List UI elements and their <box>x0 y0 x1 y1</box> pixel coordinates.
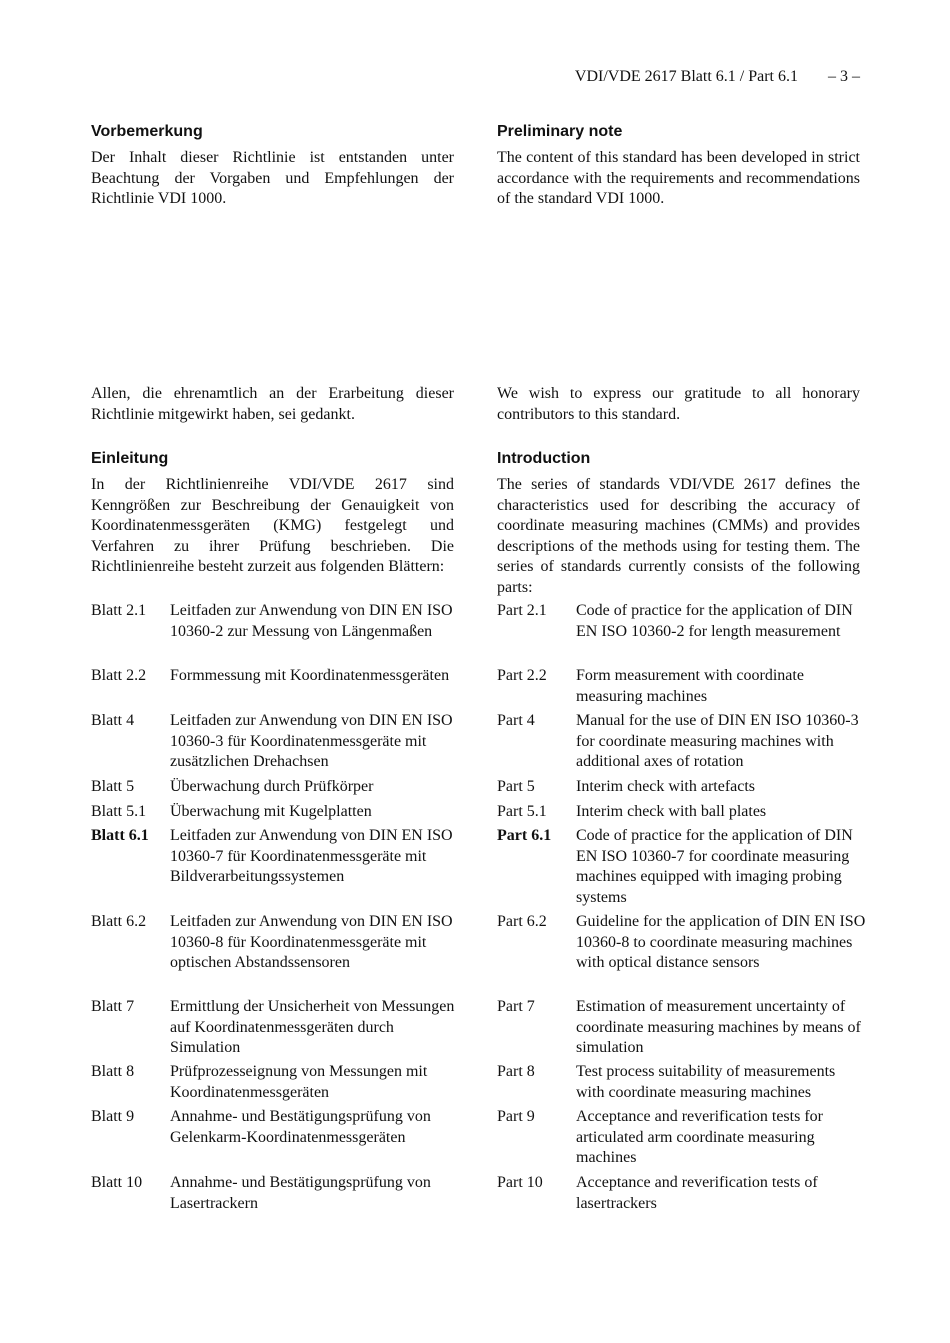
part-number: Part 5 <box>497 778 535 795</box>
part-title: Leitfaden zur Anwendung von DIN EN ISO 10360-3 für Koordinatenmessgeräte mit zusätzlichen Drehachsen <box>170 712 453 770</box>
einleitung-section <box>91 449 454 578</box>
part-title: Überwachung mit Kugelplatten <box>170 803 372 820</box>
part-title: Manual for the use of DIN EN ISO 10360-3 for coordinate measuring machines with additional axes of rotation <box>576 712 859 770</box>
dank-text: Allen, die ehrenamtlich an der Erarbeitung dieser Richtlinie mitgewirkt haben, sei gedankt. <box>91 385 454 423</box>
part-number: Blatt 6.2 <box>91 913 147 930</box>
part-number: Part 10 <box>497 1174 543 1191</box>
part-title: Acceptance and reverification tests of lasertrackers <box>576 1174 818 1212</box>
part-number: Blatt 10 <box>91 1174 143 1191</box>
parts-list <box>497 601 866 1221</box>
part-number: Blatt 2.2 <box>91 667 147 684</box>
preliminary-heading: Preliminary note <box>497 123 623 140</box>
part-number: Part 9 <box>497 1108 535 1125</box>
running-header <box>575 68 860 86</box>
preliminary-section <box>497 122 860 210</box>
einleitung-heading: Einleitung <box>91 450 169 467</box>
header-title: VDI/VDE 2617 Blatt 6.1 / Part 6.1 <box>574 68 798 85</box>
introduction-section <box>497 449 860 598</box>
part-number: Part 6.1 <box>497 827 552 844</box>
thanks-paragraph <box>497 384 860 425</box>
part-number: Part 6.2 <box>497 913 547 930</box>
part-number: Blatt 5 <box>91 778 135 795</box>
part-number: Blatt 4 <box>91 712 135 729</box>
part-number: Part 2.1 <box>497 602 547 619</box>
part-title: Form measurement with coordinate measuring machines <box>576 667 804 705</box>
part-title: Guideline for the application of DIN EN ISO 10360-8 to coordinate measuring machines with optical distance sensors <box>576 913 866 971</box>
preliminary-text: The content of this standard has been developed in strict accordance with the requirements and recommendations of the standard VDI 1000. <box>497 149 860 207</box>
part-number: Blatt 8 <box>91 1063 135 1080</box>
introduction-text: The series of standards VDI/VDE 2617 defines the characteristics used for describing the accuracy of coordinate measuring machines (CMMs) and provides descriptions of the methods using for testing them. The series of standards currently consists of the following parts: <box>497 476 860 596</box>
part-title: Überwachung durch Prüfkörper <box>170 778 374 795</box>
part-title: Code of practice for the application of DIN EN ISO 10360-2 for length measurement <box>576 602 853 640</box>
introduction-heading: Introduction <box>497 450 591 467</box>
part-title: Annahme- und Bestätigungsprüfung von Lasertrackern <box>170 1174 431 1212</box>
part-title: Code of practice for the application of DIN EN ISO 10360-7 for coordinate measuring machines equipped with imaging probing systems <box>576 827 853 906</box>
part-title: Test process suitability of measurements with coordinate measuring machines <box>576 1063 836 1101</box>
part-number: Blatt 5.1 <box>91 803 147 820</box>
part-title: Interim check with ball plates <box>576 803 767 820</box>
vorbemerkung-heading: Vorbemerkung <box>91 123 203 140</box>
part-number: Blatt 9 <box>91 1108 135 1125</box>
part-number: Part 8 <box>497 1063 535 1080</box>
part-title: Annahme- und Bestätigungsprüfung von Gelenkarm-Koordinatenmessgeräten <box>170 1108 431 1146</box>
part-number: Part 2.2 <box>497 667 547 684</box>
part-title: Formmessung mit Koordinatenmessgeräten <box>170 667 450 684</box>
part-title: Interim check with artefacts <box>576 778 756 795</box>
part-number: Blatt 2.1 <box>91 602 147 619</box>
einleitung-text: In der Richtlinienreihe VDI/VDE 2617 sind Kenngrößen zur Beschreibung der Genauigkeit von Koordinatenmessgeräten (KMG) festgelegt und Verfahren zu ihrer Prüfung beschrieben. Die Richtlinienreihe besteht zurzeit aus folgenden Blättern: <box>91 476 454 575</box>
part-number: Blatt 6.1 <box>91 827 149 844</box>
part-title: Leitfaden zur Anwendung von DIN EN ISO 10360-7 für Koordinatenmessgeräte mit Bildverarbeitungssystemen <box>170 827 453 885</box>
part-number: Blatt 7 <box>91 998 135 1015</box>
page-number: – 3 – <box>828 68 860 85</box>
vorbemerkung-section <box>91 122 454 210</box>
thanks-text: We wish to express our gratitude to all honorary contributors to this standard. <box>497 385 860 423</box>
part-title: Acceptance and reverification tests for articulated arm coordinate measuring machines <box>576 1108 823 1166</box>
vorbemerkung-text: Der Inhalt dieser Richtlinie ist entstanden unter Beachtung der Vorgaben und Empfehlungen der Richtlinie VDI 1000. <box>91 149 454 207</box>
part-number: Part 4 <box>497 712 535 729</box>
part-number: Part 7 <box>497 998 535 1015</box>
dank-paragraph <box>91 384 454 425</box>
part-title: Prüfprozesseignung von Messungen mit Koordinatenmessgeräten <box>170 1063 428 1101</box>
blatt-list <box>91 601 454 1221</box>
part-number: Part 5.1 <box>497 803 547 820</box>
part-title: Ermittlung der Unsicherheit von Messungen auf Koordinatenmessgeräten durch Simulation <box>170 998 455 1056</box>
part-title: Leitfaden zur Anwendung von DIN EN ISO 10360-8 für Koordinatenmessgeräte mit optischen Abstandssensoren <box>170 913 453 971</box>
part-title: Estimation of measurement uncertainty of coordinate measuring machines by means of simulation <box>576 998 861 1056</box>
part-title: Leitfaden zur Anwendung von DIN EN ISO 10360-2 zur Messung von Längenmaßen <box>170 602 453 640</box>
